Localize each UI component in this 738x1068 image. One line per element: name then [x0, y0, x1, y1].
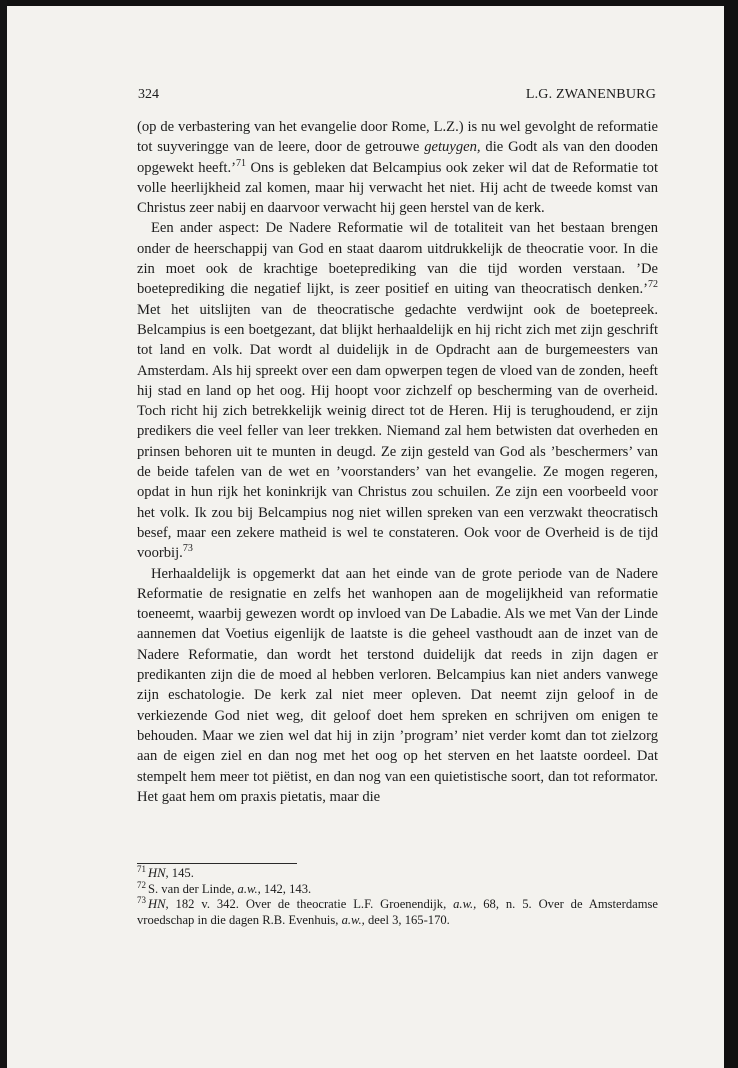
footnote-72 — [137, 879, 658, 898]
paragraph-1-text-c: Ons is gebleken dat Belcampius ook zeker wil dat de Reformatie tot volle heerlijkheid zal komen, maar hij verwacht het niet. Hij acht de tweede komst van Christus zeer nabij en daarvoor verwacht hij geen herstel van de kerk. — [137, 159, 659, 217]
footnote-italic: HN, — [148, 897, 169, 912]
footnote-text: 142, 143. — [260, 881, 312, 896]
footnote-italic: a.w., — [341, 912, 365, 927]
body-text — [137, 117, 658, 807]
footnote-ref-71[interactable]: 71 — [235, 157, 246, 169]
paragraph-1-text-b: die Godt als van den dooden opgewekt heeft.’ — [137, 139, 658, 176]
scan-border-left — [0, 0, 7, 1068]
running-head: L.G. ZWANENBURG — [525, 87, 656, 102]
footnote-ref-72[interactable]: 72 — [648, 279, 658, 291]
footnote-text: deel 3, 165-170. — [364, 912, 450, 927]
footnote-italic: a.w., — [453, 897, 477, 912]
paragraph-1-text-a: (op de verbastering van het evangelie door Rome, L.Z.) is nu wel gevolght de reformatie tot suyveringge van de leere, door de getrouwe — [137, 119, 658, 156]
footnote-text: S. van der Linde, — [148, 881, 238, 896]
footnote-divider — [137, 863, 297, 864]
paragraph-2-text-b: Met het uitslijten van de theocratische gedachte verdwijnt ook de boetepreek. Belcampius is een boetgezant, dat blijkt herhaaldelijk en hij richt zich met zijn geschrift tot land en volk. Dat wordt al duidelijk in de Opdracht aan de burgemeesters van Amsterdam. Als hij spreekt over een dam opwerpen tegen de vloed van de zonden, heeft hij stad en land op het oog. Hij hoopt voor zichzelf op bescherming van de overheid. Toch richt hij zich betrekkelijk weinig direct tot de Heren. Hij is terughoudend, er zijn predikers die veel feller van leer trekken. Niemand zal hem betwisten dat overheden en prinsen behoren uit te munten in deugd. Ze zijn gesteld van God als ’beschermers’ van de beide tafelen van de wet en ’voorstanders’ van het evangelie. Ze mogen regeren, opdat in hun rijk het koninkrijk van Christus zou schuilen. Ze zijn een voorbeeld voor het volk. Ik zou bij Belcampius nog niet willen spreken van een verzwakt theocratisch besef, maar een zekere matheid is wel te constateren. Ook voor de Overheid is de tijd voorbij. — [137, 301, 658, 562]
footnote-71 — [137, 866, 658, 882]
footnote-text: 182 v. 342. Over de theocratie L.F. Groenendijk, — [168, 897, 454, 912]
paragraph-3: Herhaaldelijk is opgemerkt dat aan het einde van de grote periode van de Nadere Reformatie de resignatie en zelfs het wanhopen aan de mogelijkheid van reformatie toeneemt, waarbij gewezen wordt op invloed van De Labadie. Als we met Van der Linde aannemen dat Voetius eigenlijk de laatste is die geheel vasthoudt aan de inzet van de Nadere Reformatie, dan wordt het terstond duidelijk dat reeds in zijn dagen er predikanten zijn die de moed al hebben verloren. Belcampius kan niet anders vanwege zijn eschatologie. De kerk zal niet meer opleven. Dat neemt zijn geloof in de verkiezende God niet weg, dit geloof doet hem spreken en schrijven om enigen te behouden. Maar we zien wel dat hij in zijn ’program’ niet verder komt dan tot zielzorg aan de eigen ziel en dan nog met het oog op het sterven en het laatste oordeel. Dat stempelt hem meer tot piëtist, en dan nog van een quietistische soort, dan tot reformator. Het gaat hem om praxis pietatis, maar die — [137, 565, 658, 805]
footnote-ref-73[interactable]: 73 — [182, 543, 193, 555]
footnote-text: 145. — [168, 866, 194, 880]
paragraph-1 — [137, 117, 658, 218]
footnote-73 — [137, 897, 658, 928]
footnotes — [137, 866, 658, 928]
scan-border-right — [724, 0, 738, 1068]
footnote-number: 72 — [137, 879, 146, 890]
page-header — [138, 87, 656, 105]
page-number: 324 — [138, 87, 159, 102]
paragraph-2 — [137, 218, 658, 563]
footnote-number: 71 — [137, 864, 146, 874]
footnote-italic: HN, — [148, 866, 169, 880]
italic-getuygen: getuygen, — [424, 139, 481, 156]
footnote-text: 68, n. 5. Over de Amsterdamse vroedschap in die dagen R.B. Evenhuis, — [137, 897, 658, 927]
paragraph-2-text-a: Een ander aspect: De Nadere Reformatie wil de totaliteit van het bestaan brengen onder de heerschappij van God en staat daarom uitdrukkelijk de theocratie voor. In die zin moet ook de krachtige boeteprediking van die tijd worden verstaan. ’De boeteprediking die negatief lijkt, is zeer positief en uiting van theocratisch denken.’ — [137, 220, 658, 298]
footnote-number: 73 — [137, 895, 146, 906]
footnote-italic: a.w., — [237, 881, 261, 896]
